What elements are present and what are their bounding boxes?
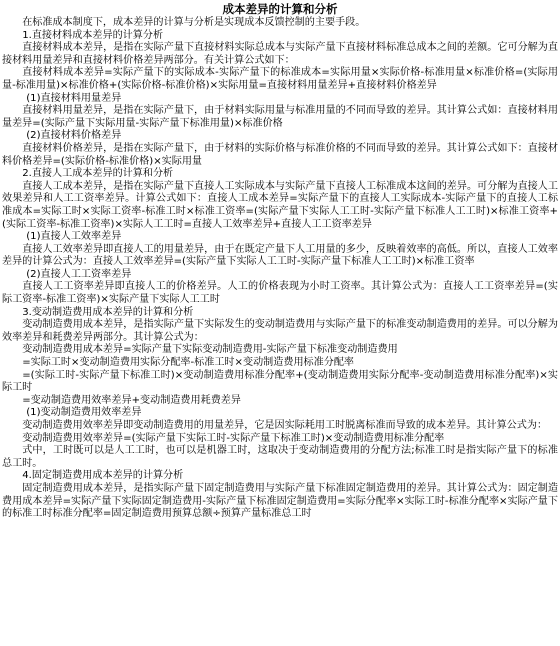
paragraph: 直接材料用量差异，是指在实际产量下，由于材料实际用量与标准用量的不同而导致的差异。其计算公式如：直接材料用量差异=(实际产量下实际用量-实际产量下标准用量)×标准价格 (2, 105, 558, 129)
paragraph: 直接材料成本差异=实际产量下的实际成本-实际产量下的标准成本=实际用量×实际价格-标准用量×标准价格=(实际用量-标准用量)×标准价格+(实际价格-标准价格)×实际用量=直接材料用量差异+直接材料价格差异 (2, 67, 558, 91)
paragraph: 直接人工效率差异即直接人工的用量差异，由于在既定产量下人工用量的多少，反映着效率的高低。所以，直接人工效率差异的计算公式为：直接人工效率差异=(实际产量下实际人工工时-实际产量下标准人工工时)×标准工资率 (2, 243, 558, 268)
paragraph: 变动制造费用效率差异即变动制造费用的用量差异，它是因实际耗用工时脱离标准而导致的成本差异。其计算公式为： (22, 420, 548, 431)
paragraph: 3.变动制造费用成本差异的计算和分析 (22, 306, 194, 318)
paragraph: (1)直接人工效率差异 (26, 231, 122, 243)
paragraph: (1)直接材料用量差异 (26, 92, 122, 104)
paragraph: 在标准成本制度下，成本差异的计算与分析是实现成本反馈控制的主要手段。 (22, 17, 366, 28)
paragraph: 变动制造费用效率差异=(实际产量下实际工时-实际产量下标准工时)×变动制造费用标准分配率 (22, 432, 445, 444)
paragraph: 变动制造费用成本差异，是指实际产量下实际发生的变动制造费用与实际产量下的标准变动制造费用的差异。可以分解为效率差异和耗费差异两部分。其计算公式为： (2, 319, 558, 343)
paragraph: 直接材料成本差异，是指在实际产量下直接材料实际总成本与实际产量下直接材料标准总成本之间的差额。它可分解为直接材料用量差异和直接材料价格差异两部分。有关计算公式如下： (2, 42, 558, 66)
paragraph: =(实际工时-实际产量下标准工时)×变动制造费用标准分配率+(变动制造费用实际分配率-变动制造费用标准分配率)×实际工时 (2, 369, 558, 394)
paragraph: 1.直接材料成本差异的计算分析 (22, 29, 164, 41)
paragraph: 直接人工工资率差异即直接人工的价格差异。人工的价格表现为小时工资率。其计算公式为：直接人工工资率差异=(实际工资率-标准工资率)×实际产量下实际人工工时 (2, 281, 558, 306)
paragraph: 直接材料价格差异，是指在实际产量下，由于材料的实际价格与标准价格的不同而导致的差异。其计算公式如下：直接材料价格差异=(实际价格-标准价格)×实际用量 (2, 142, 558, 167)
paragraph: (2)直接人工工资率差异 (26, 268, 132, 280)
document-body (2, 17, 558, 521)
paragraph: 式中，工时既可以是人工工时，也可以是机器工时，这取决于变动制造费用的分配方法;标准工时是指实际产量下的标准总工时。 (2, 445, 558, 469)
paragraph: (1)变动制造费用效率差异 (26, 407, 142, 419)
paragraph: 直接人工成本差异，是指在实际产量下直接人工实际成本与实际产量下直接人工标准成本这间的差异。可分解为直接人工效果差异和人工工资率差异。计算公式如下：直接人工成本差异=实际产量下的直接人工实际成本-实际产量下的直接人工标准成本=实际工时×实际工资率-标准工时×标准工资率=(实际产量下实际人工工时-实际产量下标准人工工时)×标准工资率+(实际工资率-标准工资率)×实际人工工时=直接人工效率差异+直接人工工资率差异 (2, 180, 558, 230)
paragraph: 2.直接人工成本差异的计算和分析 (22, 168, 174, 180)
paragraph: (2)直接材料价格差异 (26, 130, 122, 142)
paragraph: 变动制造费用成本差异=实际产量下实际变动制造费用-实际产量下标准变动制造费用 (22, 344, 398, 356)
paragraph: 4.固定制造费用成本差异的计算分析 (22, 470, 184, 482)
paragraph: =实际工时×变动制造费用实际分配率-标准工时×变动制造费用标准分配率 (22, 357, 355, 369)
paragraph: 固定制造费用成本差异，是指实际产量下固定制造费用与实际产量下标准固定制造费用的差异。其计算公式为：固定制造费用成本差异=实际产量下实际固定制造费用-实际产量下标准固定制造费用=实际分配率×实际工时-标准分配率×实际产量下的标准工时标准分配率=固定制造费用预算总额÷预算产量标准总工时 (2, 482, 558, 520)
paragraph: =变动制造费用效率差异+变动制造费用耗费差异 (22, 394, 241, 406)
document-title: 成本差异的计算和分析 (222, 2, 338, 16)
